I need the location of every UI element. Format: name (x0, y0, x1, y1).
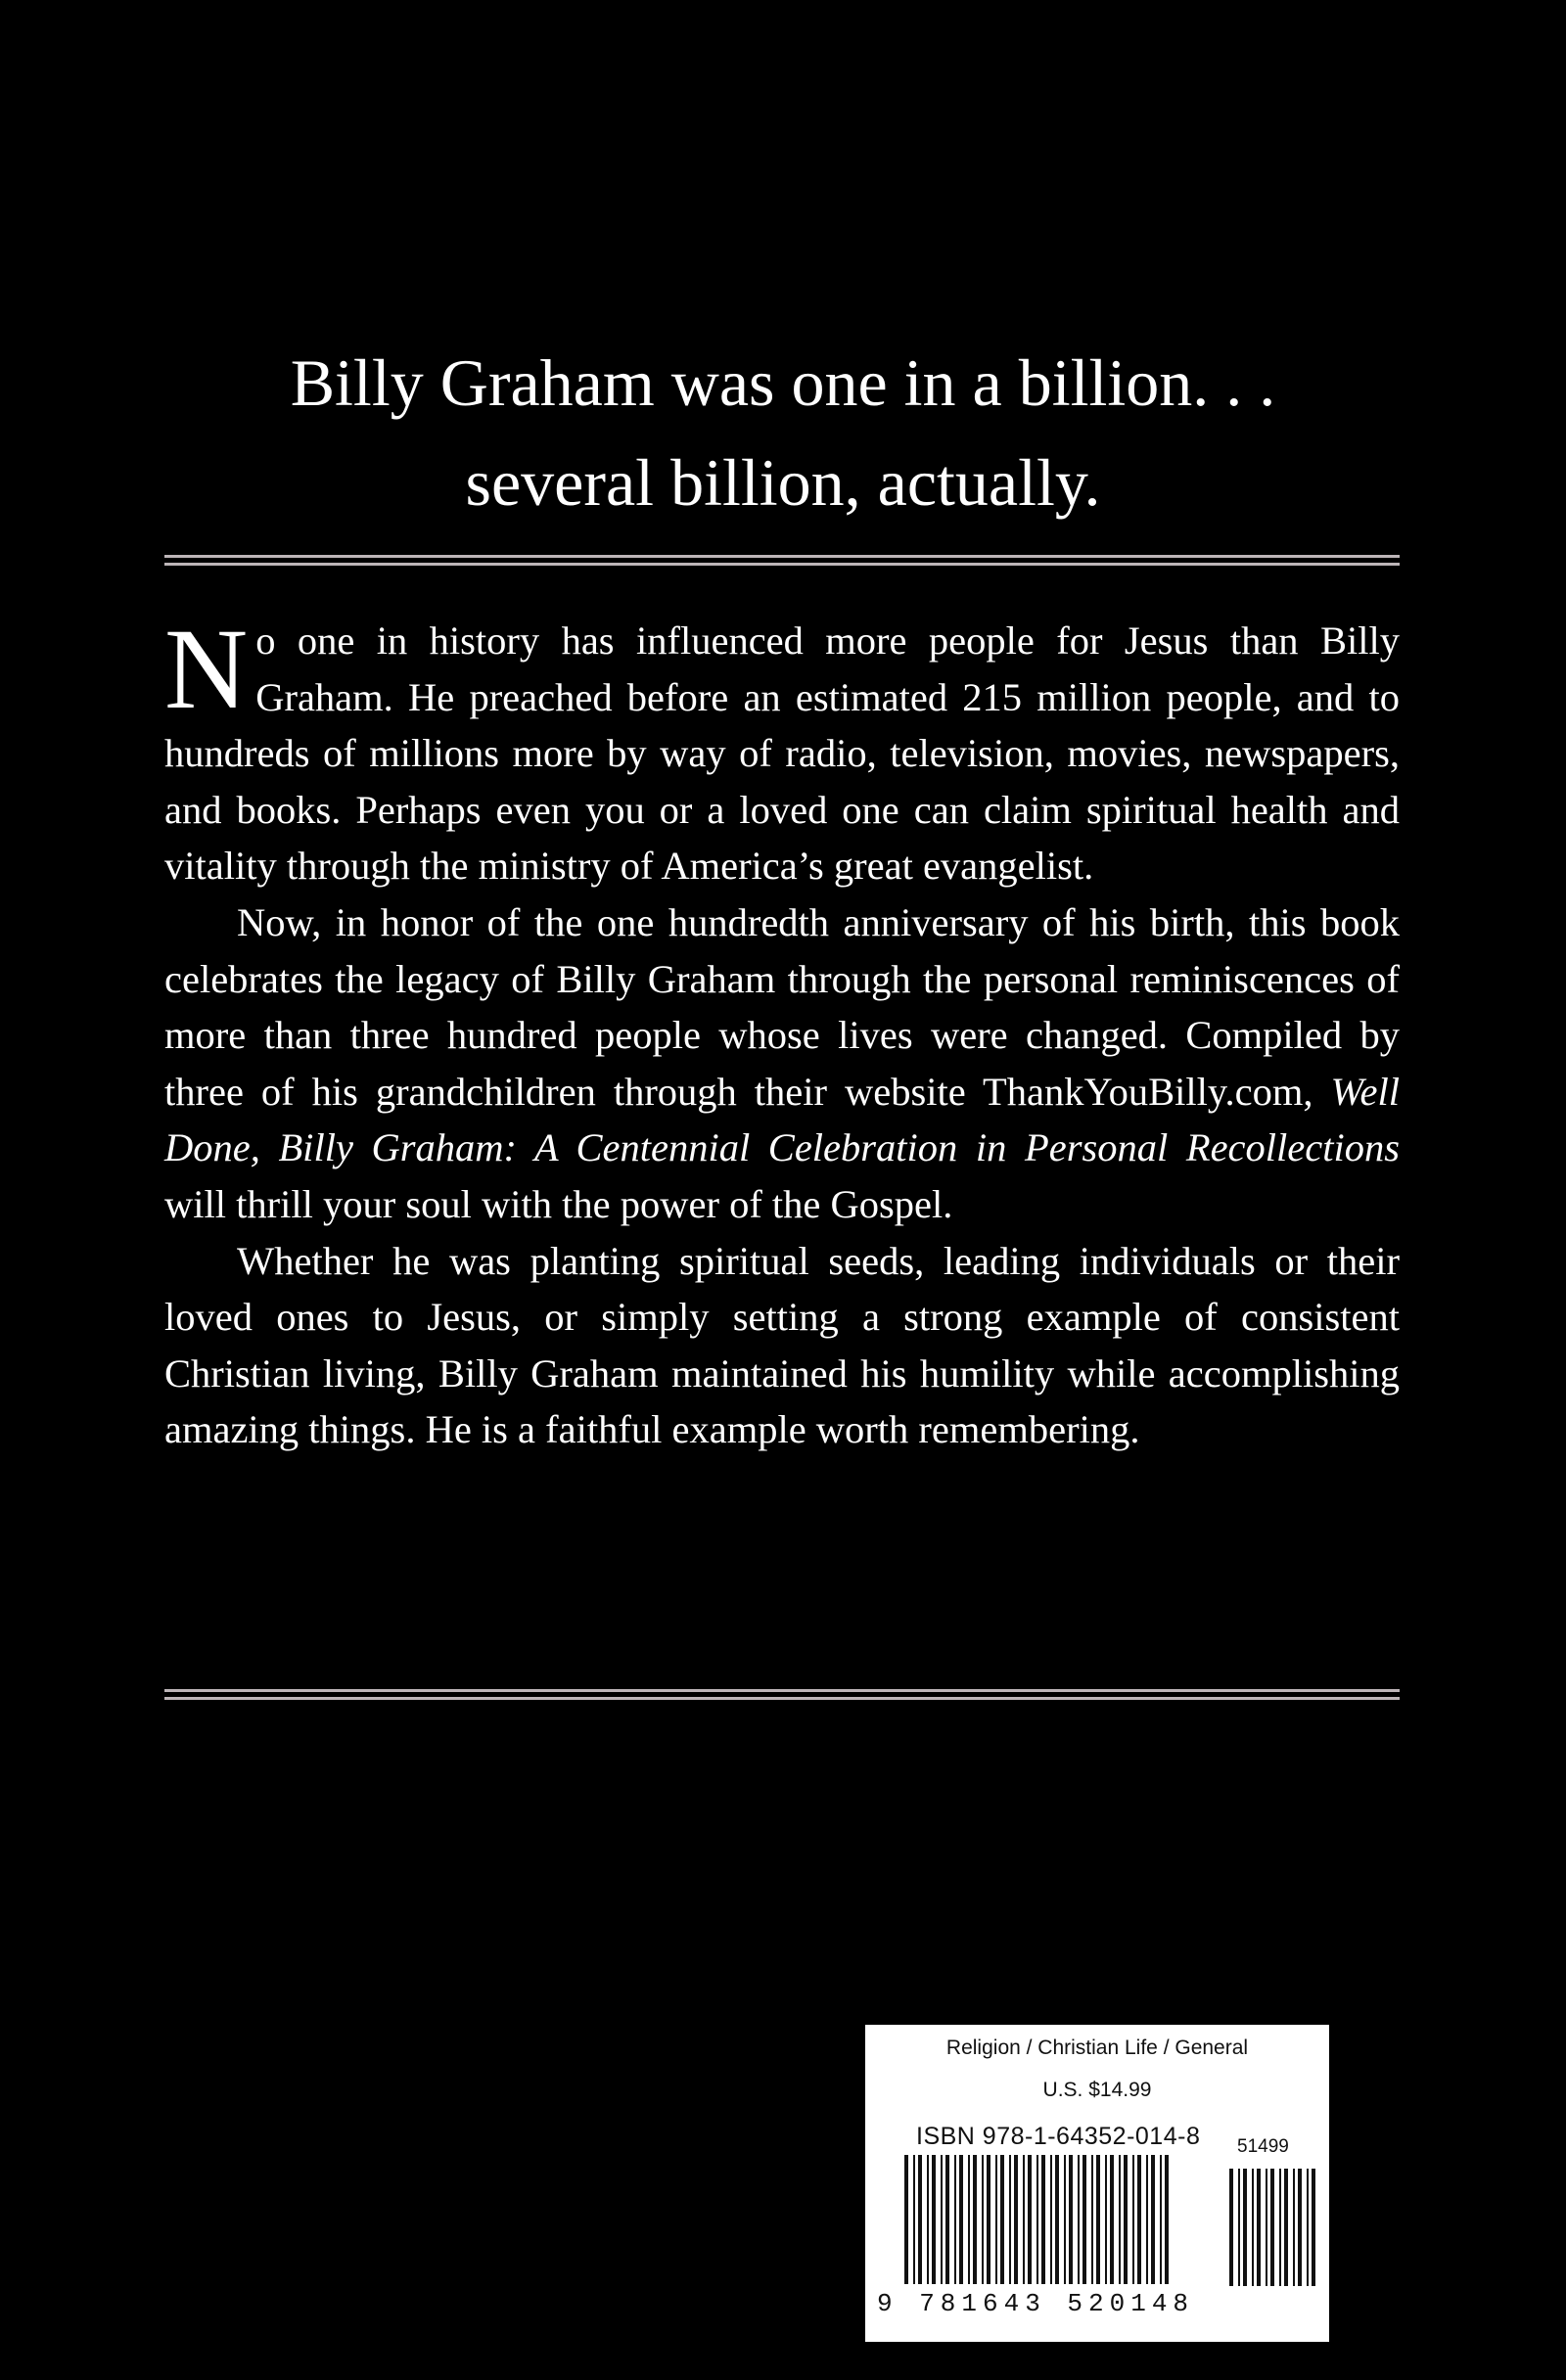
barcode-bar (954, 2155, 956, 2284)
barcode-bar (1082, 2155, 1086, 2284)
barcode-bar (1055, 2155, 1059, 2284)
barcode-bar (1270, 2169, 1274, 2286)
headline-line-2: several billion, actually. (465, 445, 1101, 520)
barcode-bar (918, 2155, 922, 2284)
barcode-bar (1096, 2155, 1100, 2284)
barcode-bar (959, 2155, 963, 2284)
barcode-bar (1284, 2169, 1288, 2286)
barcode-bar (1238, 2169, 1240, 2286)
barcode-bar (1064, 2155, 1066, 2284)
barcode-bar (1266, 2169, 1267, 2286)
double-rule-top (164, 555, 1400, 565)
barcode-bar (1028, 2155, 1032, 2284)
barcode-bar (1312, 2169, 1315, 2286)
barcode-bar (968, 2155, 970, 2284)
price-addon-code: 51499 (1237, 2136, 1289, 2157)
barcode-label (865, 2025, 1329, 2342)
barcode-bar (1137, 2155, 1141, 2284)
barcode-bar (1119, 2155, 1121, 2284)
barcode-bar (1165, 2155, 1169, 2284)
barcode-bar (1110, 2155, 1114, 2284)
barcode-bar (904, 2155, 908, 2284)
barcode-bar (1229, 2169, 1233, 2286)
barcode-bar (927, 2155, 929, 2284)
paragraph-2 (164, 894, 1400, 1233)
barcode-bar (1041, 2155, 1045, 2284)
barcode-bar (1050, 2155, 1052, 2284)
barcode-bar (945, 2155, 949, 2284)
barcode-bar (1151, 2155, 1155, 2284)
barcode-bar (987, 2155, 990, 2284)
barcode-digits: 9 781643 520148 (877, 2289, 1195, 2318)
barcode-bar (1160, 2155, 1162, 2284)
rule-line (164, 1697, 1400, 1700)
paragraph-1-text: o one in history has influenced more people for Jesus than Billy Graham. He preached before an estimated 215 million people, and to hundreds of millions more by way of radio, television, movies, newspapers, and books. Perhaps even you or a loved one can claim spiritual health and vitality through the ministry of America’s great evangelist. (164, 618, 1400, 889)
barcode-bar (1132, 2155, 1134, 2284)
headline (0, 333, 1566, 532)
paragraph-1 (164, 605, 1400, 894)
paragraph-3: Whether he was planting spiritual seeds, leading individuals or their loved ones to Jesus, or simply setting a strong example of consistent Christian living, Billy Graham maintained his humility while accomplishing amazing things. He is a faithful example worth remembering. (164, 1238, 1400, 1452)
bisac-category: Religion / Christian Life / General (945, 2037, 1249, 2059)
barcode-bar (1124, 2155, 1128, 2284)
barcode-bar (1036, 2155, 1038, 2284)
paragraph-2-text-end: will thrill your soul with the power of the Gospel. (164, 1181, 953, 1226)
blurb (164, 605, 1400, 1458)
barcode-bar (1146, 2155, 1148, 2284)
barcode-bar (973, 2155, 977, 2284)
barcode-bar (1279, 2169, 1281, 2286)
barcode-bar (932, 2155, 936, 2284)
isbn-number: ISBN 978-1-64352-014-8 (916, 2123, 1201, 2150)
rule-line (164, 563, 1400, 566)
barcode-bar (1069, 2155, 1073, 2284)
barcode-bar (1243, 2169, 1247, 2286)
barcode-bar (913, 2155, 915, 2284)
barcode-bar (1000, 2155, 1004, 2284)
headline-line-1: Billy Graham was one in a billion. . . (290, 345, 1276, 420)
barcode-bar (1014, 2155, 1018, 2284)
barcode-bar (1307, 2169, 1309, 2286)
barcode-bar (982, 2155, 984, 2284)
barcode-bar (1105, 2155, 1107, 2284)
barcode-bar (1257, 2169, 1261, 2286)
paragraph-2-text: Now, in honor of the one hundredth anniversary of his birth, this book celebrates the legacy of Billy Graham through the personal reminiscences of more than three hundred people whose lives were changed. Compiled by three of his grandchildren through their website ThankYouBilly.com, (164, 899, 1400, 1114)
rule-line (164, 555, 1400, 558)
barcode-bar (1091, 2155, 1093, 2284)
barcode-bar (1252, 2169, 1254, 2286)
barcode-bar (941, 2155, 943, 2284)
rule-line (164, 1689, 1400, 1692)
barcode-bar (1293, 2169, 1295, 2286)
price: U.S. $14.99 (1042, 2079, 1152, 2101)
double-rule-bottom (164, 1689, 1400, 1699)
barcode-bar (1078, 2155, 1080, 2284)
barcode-bar (1009, 2155, 1011, 2284)
barcode-bar (1298, 2169, 1302, 2286)
barcode-bar (995, 2155, 997, 2284)
barcode-bar (1023, 2155, 1025, 2284)
barcode-icon (875, 2155, 1325, 2292)
book-title-italic: Well Done, Billy Graham: A Centennial Celebration in Personal Recollections (164, 1069, 1400, 1170)
drop-cap: N (164, 605, 249, 733)
